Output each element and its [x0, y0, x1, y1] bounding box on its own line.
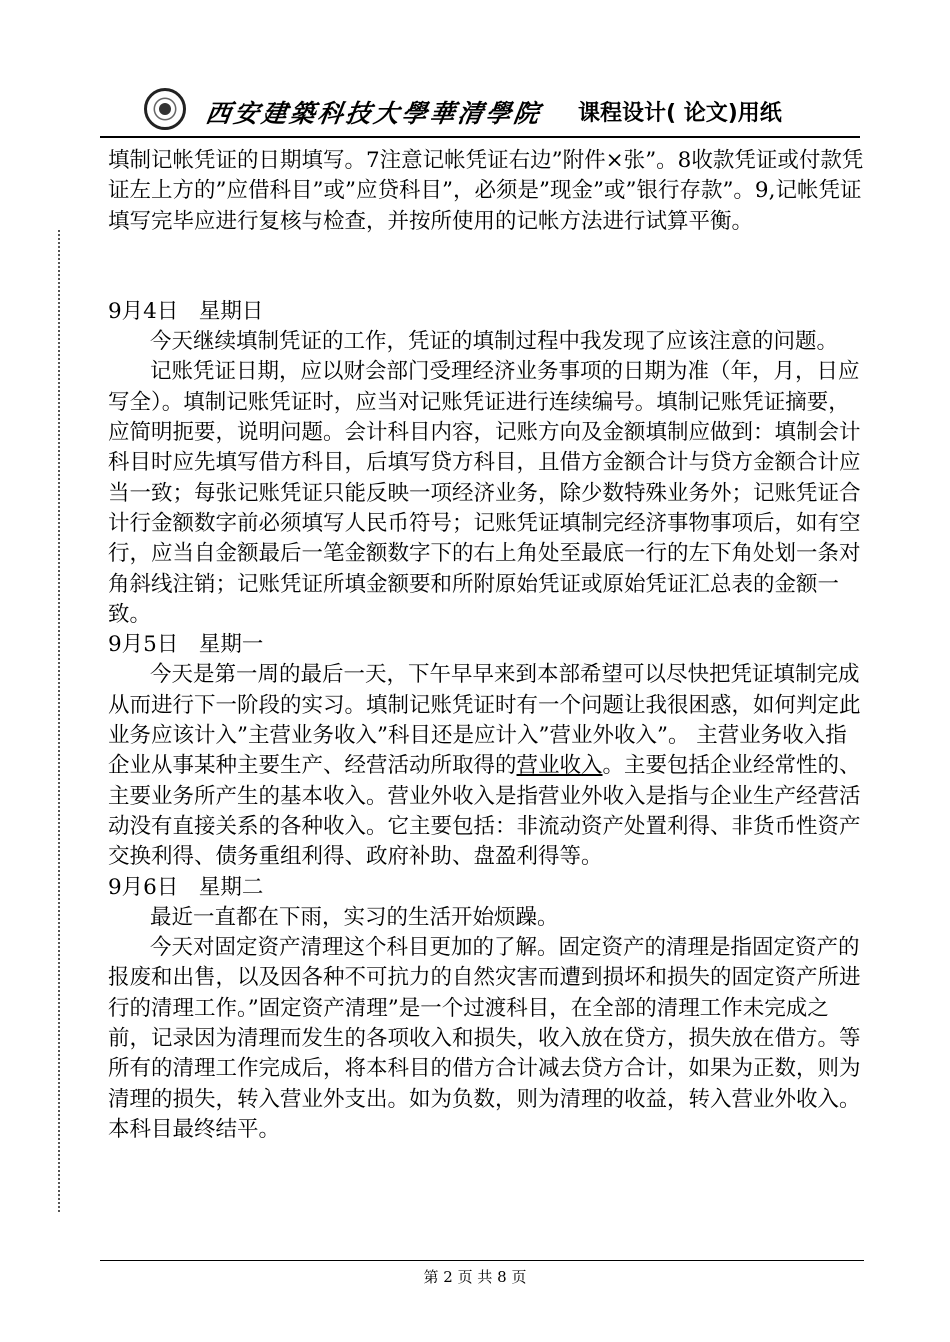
date-heading: 9月4日 星期日 — [108, 298, 264, 324]
binding-dotted-line — [58, 230, 60, 1212]
document-body — [108, 146, 864, 1145]
date-heading: 9月6日 星期二 — [108, 874, 264, 900]
page-header — [100, 84, 860, 138]
paragraph: 今天继续填制凭证的工作，凭证的填制过程中我发现了应该注意的问题。 — [150, 329, 839, 355]
paragraph: 今天对固定资产清理这个科目更加的了解。固定资产的清理是指固定资产的报废和出售，以及因各种不可抗力的自然灾害而遭到损坏和损失的固定资产所进行的清理工作。”固定资产清理”是一个过渡科目，在全部的清理工作未完成之前，记录因为清理而发生的各项收入和损失，收入放在贷方，损失放在借方。等所有的清理工作完成后，将本科目的借方合计减去贷方合计，如果为正数，则为清理的损失，转入营业外支出。如为负数，则为清理的收益，转入营业外收入。本科目最终结平。 — [108, 935, 861, 1142]
school-name: 西安建築科技大學華清學院 — [203, 99, 544, 128]
page-number: 第 2 页 共 8 页 — [423, 1268, 527, 1286]
paper-type-label: 课程设计( 论文)用纸 — [578, 101, 782, 126]
hyperlink-operating-revenue[interactable]: 营业收入 — [516, 753, 603, 779]
paragraph-text: 。主要包括企业经常性的、主要业务所产生的基本收入。营业外收入是指营业外收入是指与企业生产经营活动没有直接关系的各种收入。它主要包括：非流动资产处置利得、非货币性资产交换利得、债务重组利得、政府补助、盘盈利得等。 — [108, 753, 861, 870]
paragraph: 记账凭证日期，应以财会部门受理经济业务事项的日期为准（年，月，日应写全）。填制记账凭证时，应当对记账凭证进行连续编号。填制记账凭证摘要，应简明扼要，说明问题。会计科目内容，记账方向及金额填制应做到：填制会计科目时应先填写借方科目，后填写贷方科目，且借方金额合计与贷方金额合计应当一致；每张记账凭证只能反映一项经济业务，除少数特殊业务外；记账凭证合计行金额数字前必须填写人民币符号；记账凭证填制完经济事物事项后，如有空行，应当自金额最后一笔金额数字下的右上角处至最底一行的左下角处划一条对角斜线注销；记账凭证所填金额要和所附原始凭证或原始凭证汇总表的金额一致。 — [108, 359, 861, 627]
school-seal-logo — [144, 88, 186, 130]
footer-divider — [100, 1260, 864, 1261]
paragraph: 最近一直都在下雨，实习的生活开始烦躁。 — [150, 904, 559, 930]
seal-center-mark — [159, 103, 171, 115]
paragraph-continuation: 填制记帐凭证的日期填写。7注意记帐凭证右边”附件×张”。8收款凭证或付款凭证左上方的”应借科目”或”应贷科目”，必须是”现金”或”银行存款”。9,记帐凭证 填写完毕应进行复核与检查，并按所使用的记帐方法进行试算平衡。 — [108, 148, 864, 234]
date-heading: 9月5日 星期一 — [108, 632, 264, 658]
paragraph-gap — [108, 237, 864, 297]
paragraph-text: 今天是第一周的最后一天，下午早早来到本部希望可以尽快把凭证填制完成从而进行下一阶段的实习。填制记账凭证时有一个问题让我很困惑，如何判定此业务应该计入”主营业务收入”科目还是应计入”营业外收入”。 主营业务收入指企业从事某种主要生产、经营活动所取得的 — [108, 662, 861, 779]
paragraph — [108, 660, 864, 872]
